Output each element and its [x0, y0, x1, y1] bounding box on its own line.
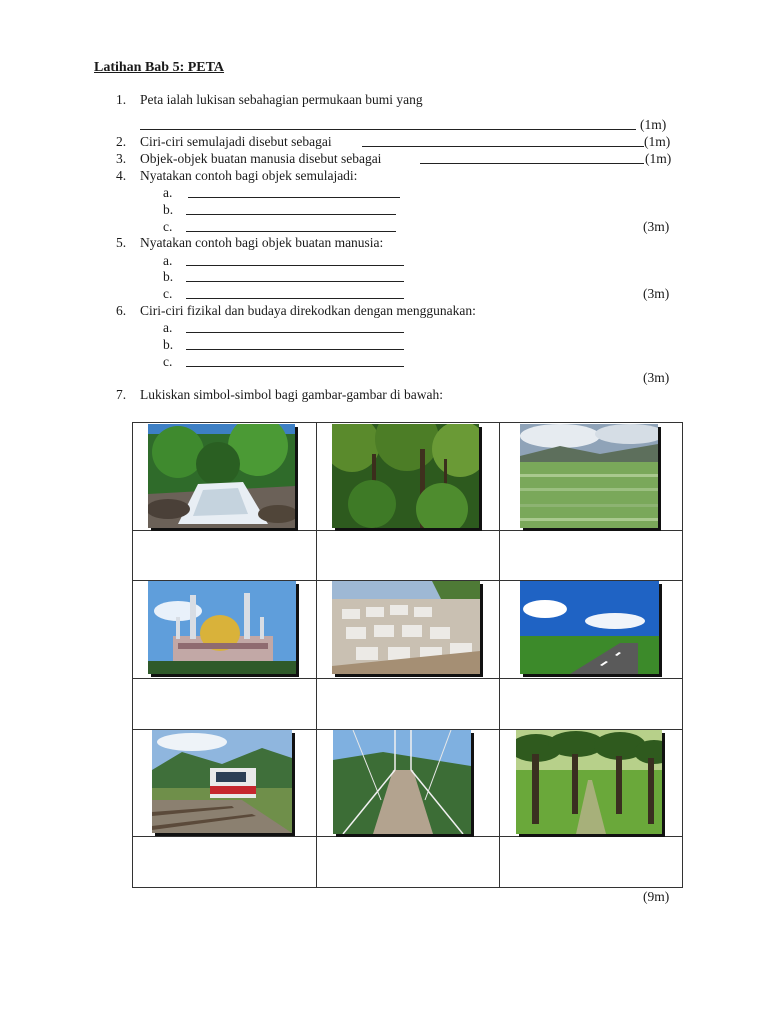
- worksheet-title: Latihan Bab 5: PETA: [94, 60, 225, 75]
- symbol-cell-oil-palm[interactable]: [500, 837, 682, 887]
- symbol-cell-road[interactable]: [500, 679, 682, 729]
- question-4-answer-c[interactable]: [186, 219, 396, 236]
- question-5-answer-c[interactable]: [186, 286, 404, 303]
- question-5-number: 5.: [116, 235, 127, 250]
- symbol-cell-waterfall[interactable]: [133, 531, 316, 580]
- question-5-text: Nyatakan contoh bagi objek buatan manusia:: [140, 235, 384, 250]
- forest-photo: [332, 424, 479, 528]
- symbol-cell-forest[interactable]: [317, 531, 499, 580]
- road-photo: [520, 581, 659, 674]
- question-4-text: Nyatakan contoh bagi objek semulajadi:: [140, 168, 358, 183]
- question-4-answer-b[interactable]: [186, 202, 396, 219]
- question-5-answer-a[interactable]: [186, 253, 404, 270]
- question-7-mark: (9m): [643, 889, 670, 904]
- question-2-number: 2.: [116, 134, 127, 149]
- symbol-cell-paddy-field[interactable]: [500, 531, 682, 580]
- question-6-answer-c[interactable]: [186, 354, 404, 371]
- question-5-answer-b[interactable]: [186, 269, 404, 286]
- housing-photo: [332, 581, 480, 674]
- question-3-mark: (1m): [645, 151, 672, 166]
- question-4-answer-a[interactable]: [188, 185, 400, 202]
- question-4-sub-c: c.: [163, 219, 173, 234]
- question-6-number: 6.: [116, 303, 127, 318]
- question-5-sub-c: c.: [163, 286, 173, 301]
- paddy-field-photo: [520, 424, 658, 528]
- question-2-mark: (1m): [644, 134, 671, 149]
- symbol-cell-bridge[interactable]: [317, 837, 499, 887]
- question-5-mark: (3m): [643, 286, 670, 301]
- question-6-sub-c: c.: [163, 354, 173, 369]
- question-7-text: Lukiskan simbol-simbol bagi gambar-gambar di bawah:: [140, 387, 444, 402]
- question-4-sub-a: a.: [163, 185, 173, 200]
- question-3-answer-line[interactable]: [420, 151, 644, 168]
- question-4-mark: (3m): [643, 219, 670, 234]
- suspension-bridge-photo: [333, 730, 471, 834]
- question-1-number: 1.: [116, 92, 127, 107]
- question-5-sub-b: b.: [163, 269, 174, 284]
- question-6-sub-a: a.: [163, 320, 173, 335]
- train-photo: [152, 730, 292, 833]
- oil-palm-photo: [516, 730, 662, 834]
- question-4-number: 4.: [116, 168, 127, 183]
- question-2-text: Ciri-ciri semulajadi disebut sebagai: [140, 134, 332, 149]
- question-1-answer-line[interactable]: [140, 117, 636, 134]
- question-6-sub-b: b.: [163, 337, 174, 352]
- question-3-text: Objek-objek buatan manusia disebut sebagai: [140, 151, 382, 166]
- symbol-cell-railway[interactable]: [133, 837, 316, 887]
- question-6-answer-b[interactable]: [186, 337, 404, 354]
- question-6-mark: (3m): [643, 370, 670, 385]
- symbol-cell-mosque[interactable]: [133, 679, 316, 729]
- symbol-cell-housing[interactable]: [317, 679, 499, 729]
- question-6-answer-a[interactable]: [186, 320, 404, 337]
- question-4-sub-b: b.: [163, 202, 174, 217]
- mosque-photo: [148, 581, 296, 674]
- question-3-number: 3.: [116, 151, 127, 166]
- question-1-text: Peta ialah lukisan sebahagian permukaan bumi yang: [140, 92, 423, 107]
- question-5-sub-a: a.: [163, 253, 173, 268]
- question-1-mark: (1m): [640, 117, 667, 132]
- waterfall-photo: [148, 424, 295, 528]
- question-6-text: Ciri-ciri fizikal dan budaya direkodkan dengan menggunakan:: [140, 303, 476, 318]
- question-7-number: 7.: [116, 387, 127, 402]
- question-2-answer-line[interactable]: [362, 134, 644, 151]
